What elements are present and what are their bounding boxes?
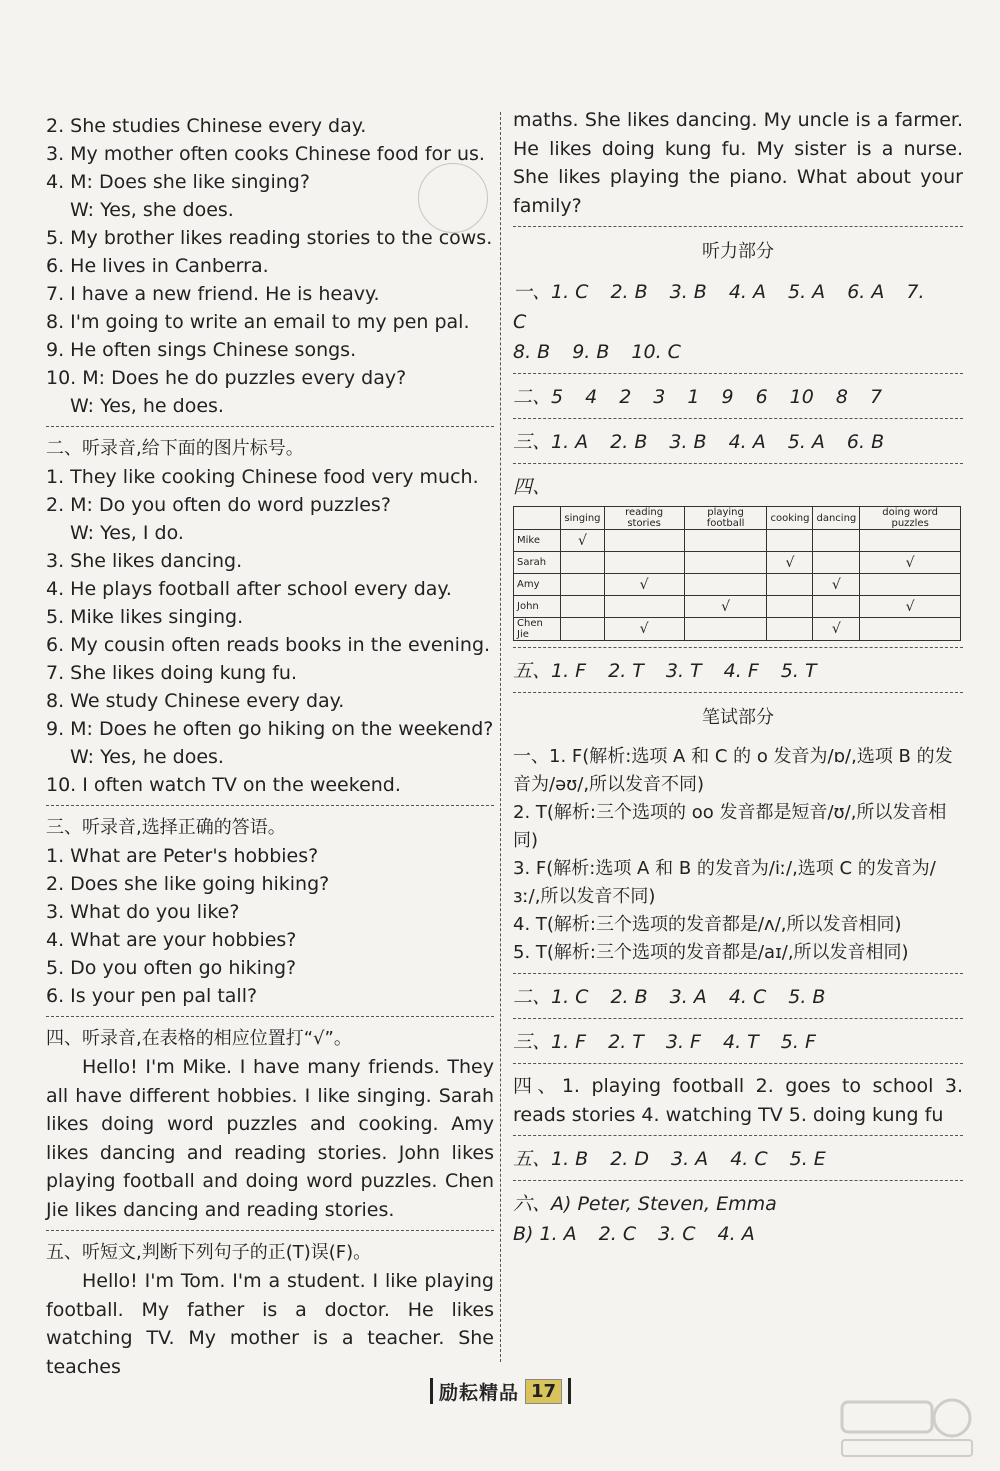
transcript-line: 4. He plays football after school every day. xyxy=(46,578,452,600)
answer-item: 2. T xyxy=(608,660,644,682)
table-cell xyxy=(767,618,813,641)
answer-item: 9. B xyxy=(572,341,610,363)
transcript-section-2 xyxy=(46,463,494,799)
table-cell xyxy=(684,574,767,596)
left-column xyxy=(46,112,494,1381)
separator xyxy=(513,373,963,374)
table-cell xyxy=(813,530,860,552)
answer-item: 3. T xyxy=(665,660,702,682)
separator xyxy=(513,692,963,693)
transcript-line: 2. She studies Chinese every day. xyxy=(46,115,367,137)
answer-item: 4. A xyxy=(728,431,766,453)
answer-item: 7 xyxy=(869,386,883,408)
column-header xyxy=(514,507,561,530)
separator xyxy=(513,226,963,227)
table-cell xyxy=(767,596,813,618)
table-row xyxy=(514,618,961,641)
table-cell xyxy=(767,574,813,596)
answer-item: 6. A xyxy=(847,281,885,303)
writing-title: 笔试部分 xyxy=(702,707,774,728)
table-cell xyxy=(767,530,813,552)
answer-item: 4 xyxy=(585,386,598,408)
table-cell xyxy=(860,574,961,596)
row-name: Mike xyxy=(514,530,561,552)
answer-item: 3. F xyxy=(665,1031,701,1053)
answer-row xyxy=(513,1027,963,1057)
transcript-line: 4. M: Does she like singing? xyxy=(46,171,310,193)
answer-item: 2. B xyxy=(610,281,648,303)
table-row xyxy=(514,574,961,596)
table-cell xyxy=(561,574,604,596)
separator xyxy=(513,1135,963,1136)
answer-row xyxy=(513,982,963,1012)
passage-continuation: maths. She likes dancing. My uncle is a farmer. He likes doing kung fu. My sister is a nurse. She likes playing the piano. What about your family? xyxy=(513,109,963,217)
table-cell xyxy=(561,596,604,618)
answer-item: 10. C xyxy=(631,341,681,363)
transcript-line: 3. What do you like? xyxy=(46,901,240,923)
column-header: playing football xyxy=(684,507,767,530)
explanation-item: 2. T(解析:三个选项的 oo 发音都是短音/ʊ/,所以发音相同) xyxy=(513,802,947,851)
table-cell xyxy=(684,530,767,552)
transcript-line: W: Yes, he does. xyxy=(70,395,224,417)
separator xyxy=(513,1180,963,1181)
watermark-logo xyxy=(832,1392,982,1462)
table-cell: √ xyxy=(604,574,684,596)
transcript-line: 6. Is your pen pal tall? xyxy=(46,985,258,1007)
answer-item: 2. B xyxy=(610,986,648,1008)
transcript-line: 2. M: Do you often do word puzzles? xyxy=(46,494,391,516)
column-header: singing xyxy=(561,507,604,530)
table-cell: √ xyxy=(604,618,684,641)
transcript-line: 8. I'm going to write an email to my pen pal. xyxy=(46,311,470,333)
explanation-list xyxy=(513,743,963,967)
answer-item: 4. C xyxy=(730,1148,768,1170)
explanation-item: 5. T(解析:三个选项的发音都是/aɪ/,所以发音相同) xyxy=(513,942,909,963)
table-cell xyxy=(561,618,604,641)
table-cell xyxy=(604,552,684,574)
separator xyxy=(513,1018,963,1019)
answer-item: 4. F xyxy=(723,660,759,682)
page-footer xyxy=(424,1374,577,1408)
answer-item: 4. A xyxy=(717,1223,755,1245)
column-header: doing word puzzles xyxy=(860,507,961,530)
separator xyxy=(513,418,963,419)
explanation-item: 3. F(解析:选项 A 和 B 的发音为/iː/,选项 C 的发音为/ɜː/,所以发音不同) xyxy=(513,858,936,907)
transcript-line: W: Yes, I do. xyxy=(70,522,184,544)
table-cell: √ xyxy=(767,552,813,574)
page-number: 17 xyxy=(525,1379,562,1404)
answer-item: 5. E xyxy=(789,1148,826,1170)
answer-row xyxy=(513,337,963,367)
answer-item: 一、1. C xyxy=(513,281,589,303)
answer-row xyxy=(513,382,963,412)
table-cell: √ xyxy=(813,574,860,596)
footer-brand: 励耘精品 xyxy=(439,1381,520,1404)
answer-item: 3 xyxy=(653,386,666,408)
answer-row xyxy=(513,277,963,337)
transcript-line: 1. They like cooking Chinese food very much. xyxy=(46,466,479,488)
table-cell: √ xyxy=(860,552,961,574)
separator xyxy=(513,973,963,974)
explanation-item: 一、1. F(解析:选项 A 和 C 的 o 发音为/ɒ/,选项 B 的发音为/əʊ/,所以发音不同) xyxy=(513,746,953,795)
passage-text: Hello! I'm Mike. I have many friends. They all have different hobbies. I like singing. Sarah likes doing word puzzles and cooking. Amy likes dancing and reading stories. John likes playing football and doing word puzzles. Chen Jie likes dancing and reading stories. xyxy=(46,1056,494,1221)
passage-text: Hello! I'm Tom. I'm a student. I like playing football. My father is a doctor. He likes watching TV. My mother is a teacher. She teaches xyxy=(46,1270,494,1378)
section-title: 二、听录音,给下面的图片标号。 xyxy=(46,438,304,459)
answer-item: 5. A xyxy=(787,431,825,453)
answer-item: 4. C xyxy=(728,986,767,1008)
separator xyxy=(513,463,963,464)
answer-item: 5. A xyxy=(788,281,826,303)
answer-row xyxy=(513,427,963,457)
answer-item: 二、1. C xyxy=(513,986,589,1008)
column-divider xyxy=(500,112,501,1362)
answer-item: 五、1. B xyxy=(513,1148,589,1170)
answer-item: 三、1. F xyxy=(513,1031,587,1053)
answer-item: 4. A xyxy=(728,281,767,303)
answer-item: 7. C xyxy=(513,281,925,333)
transcript-line: 7. I have a new friend. He is heavy. xyxy=(46,283,380,305)
answer-item: 五、1. F xyxy=(513,660,587,682)
answer-item: 8 xyxy=(835,386,848,408)
table-cell: √ xyxy=(684,596,767,618)
footer-bar xyxy=(568,1378,571,1404)
transcript-line: 5. Do you often go hiking? xyxy=(46,957,297,979)
separator xyxy=(46,805,494,806)
answer-row xyxy=(513,656,963,686)
column-header: dancing xyxy=(813,507,860,530)
column-header: cooking xyxy=(767,507,813,530)
transcript-line: 7. She likes doing kung fu. xyxy=(46,662,297,684)
table-cell xyxy=(604,596,684,618)
table-header-row xyxy=(514,507,961,530)
transcript-line: 4. What are your hobbies? xyxy=(46,929,297,951)
answer-item: 6 xyxy=(755,386,768,408)
section-title: 五、听短文,判断下列句子的正(T)误(F)。 xyxy=(46,1242,372,1263)
answer-item: 6. B xyxy=(846,431,885,453)
answer-item: 5. T xyxy=(780,660,817,682)
table-cell: √ xyxy=(561,530,604,552)
separator xyxy=(513,647,963,648)
answer-item: 10 xyxy=(789,386,814,408)
right-column xyxy=(513,109,963,1249)
transcript-line: 5. My brother likes reading stories to the cows. xyxy=(46,227,493,249)
transcript-line: 1. What are Peter's hobbies? xyxy=(46,845,319,867)
table-cell xyxy=(684,552,767,574)
table-row xyxy=(514,596,961,618)
explanation-item: 4. T(解析:三个选项的发音都是/ʌ/,所以发音相同) xyxy=(513,914,902,935)
transcript-line: 6. He lives in Canberra. xyxy=(46,255,269,277)
answer-item: 3. B xyxy=(669,431,707,453)
section-title: 四、听录音,在表格的相应位置打“√”。 xyxy=(46,1028,352,1049)
answer-item: B) 1. A xyxy=(513,1223,577,1245)
table-cell xyxy=(860,530,961,552)
transcript-line: 10. M: Does he do puzzles every day? xyxy=(46,367,407,389)
answer-item: 2. D xyxy=(610,1148,650,1170)
table-row xyxy=(514,552,961,574)
transcript-section-1 xyxy=(46,112,494,420)
transcript-section-3 xyxy=(46,842,494,1010)
table-cell: √ xyxy=(813,618,860,641)
answer-item: 3. B xyxy=(669,281,707,303)
separator xyxy=(46,1230,494,1231)
answer-item: 2. T xyxy=(608,1031,644,1053)
answer-label: 四、 xyxy=(513,476,552,498)
table-cell xyxy=(604,530,684,552)
listening-title: 听力部分 xyxy=(702,241,774,262)
separator xyxy=(46,1016,494,1017)
transcript-line: 3. She likes dancing. xyxy=(46,550,243,572)
separator xyxy=(513,1063,963,1064)
row-name: John xyxy=(514,596,561,618)
section-title: 三、听录音,选择正确的答语。 xyxy=(46,817,286,838)
footer-bar xyxy=(430,1378,433,1404)
transcript-line: 9. He often sings Chinese songs. xyxy=(46,339,357,361)
transcript-line: W: Yes, he does. xyxy=(70,746,224,768)
hobby-table xyxy=(513,506,961,641)
table-cell xyxy=(813,596,860,618)
answer-item: 1 xyxy=(687,386,700,408)
table-cell xyxy=(860,618,961,641)
answer-item: 二、5 xyxy=(513,386,564,408)
answer-text: 四、1. playing football 2. goes to school 3. reads stories 4. watching TV 5. doing kung fu xyxy=(513,1075,963,1126)
answer-item: 2. B xyxy=(610,431,648,453)
answer-item: 2. C xyxy=(598,1223,637,1245)
table-row xyxy=(514,530,961,552)
answer-item: 三、1. A xyxy=(513,431,589,453)
answer-item: 3. A xyxy=(669,986,707,1008)
transcript-line: 8. We study Chinese every day. xyxy=(46,690,345,712)
answer-item: 5. B xyxy=(788,986,826,1008)
table-cell xyxy=(561,552,604,574)
transcript-line: 6. My cousin often reads books in the evening. xyxy=(46,634,491,656)
table-cell xyxy=(684,618,767,641)
table-cell xyxy=(813,552,860,574)
transcript-line: 9. M: Does he often go hiking on the weekend? xyxy=(46,718,494,740)
table-cell: √ xyxy=(860,596,961,618)
answer-item: 3. C xyxy=(658,1223,696,1245)
column-header: reading stories xyxy=(604,507,684,530)
separator xyxy=(46,426,494,427)
transcript-line: 2. Does she like going hiking? xyxy=(46,873,330,895)
answer-item: 9 xyxy=(721,386,734,408)
transcript-line: 10. I often watch TV on the weekend. xyxy=(46,774,401,796)
answer-row xyxy=(513,1219,963,1249)
answer-row xyxy=(513,1144,963,1174)
transcript-line: 5. Mike likes singing. xyxy=(46,606,244,628)
answer-text: 六、A) Peter, Steven, Emma xyxy=(513,1193,777,1215)
answer-item: 2 xyxy=(619,386,632,408)
row-name: Amy xyxy=(514,574,561,596)
row-name: Sarah xyxy=(514,552,561,574)
answer-item: 8. B xyxy=(513,341,551,363)
answer-item: 4. T xyxy=(723,1031,759,1053)
transcript-line: 3. My mother often cooks Chinese food for us. xyxy=(46,143,485,165)
answer-item: 3. A xyxy=(671,1148,709,1170)
answer-item: 5. F xyxy=(780,1031,816,1053)
row-name: Chen Jie xyxy=(514,618,561,641)
transcript-line: W: Yes, she does. xyxy=(70,199,234,221)
